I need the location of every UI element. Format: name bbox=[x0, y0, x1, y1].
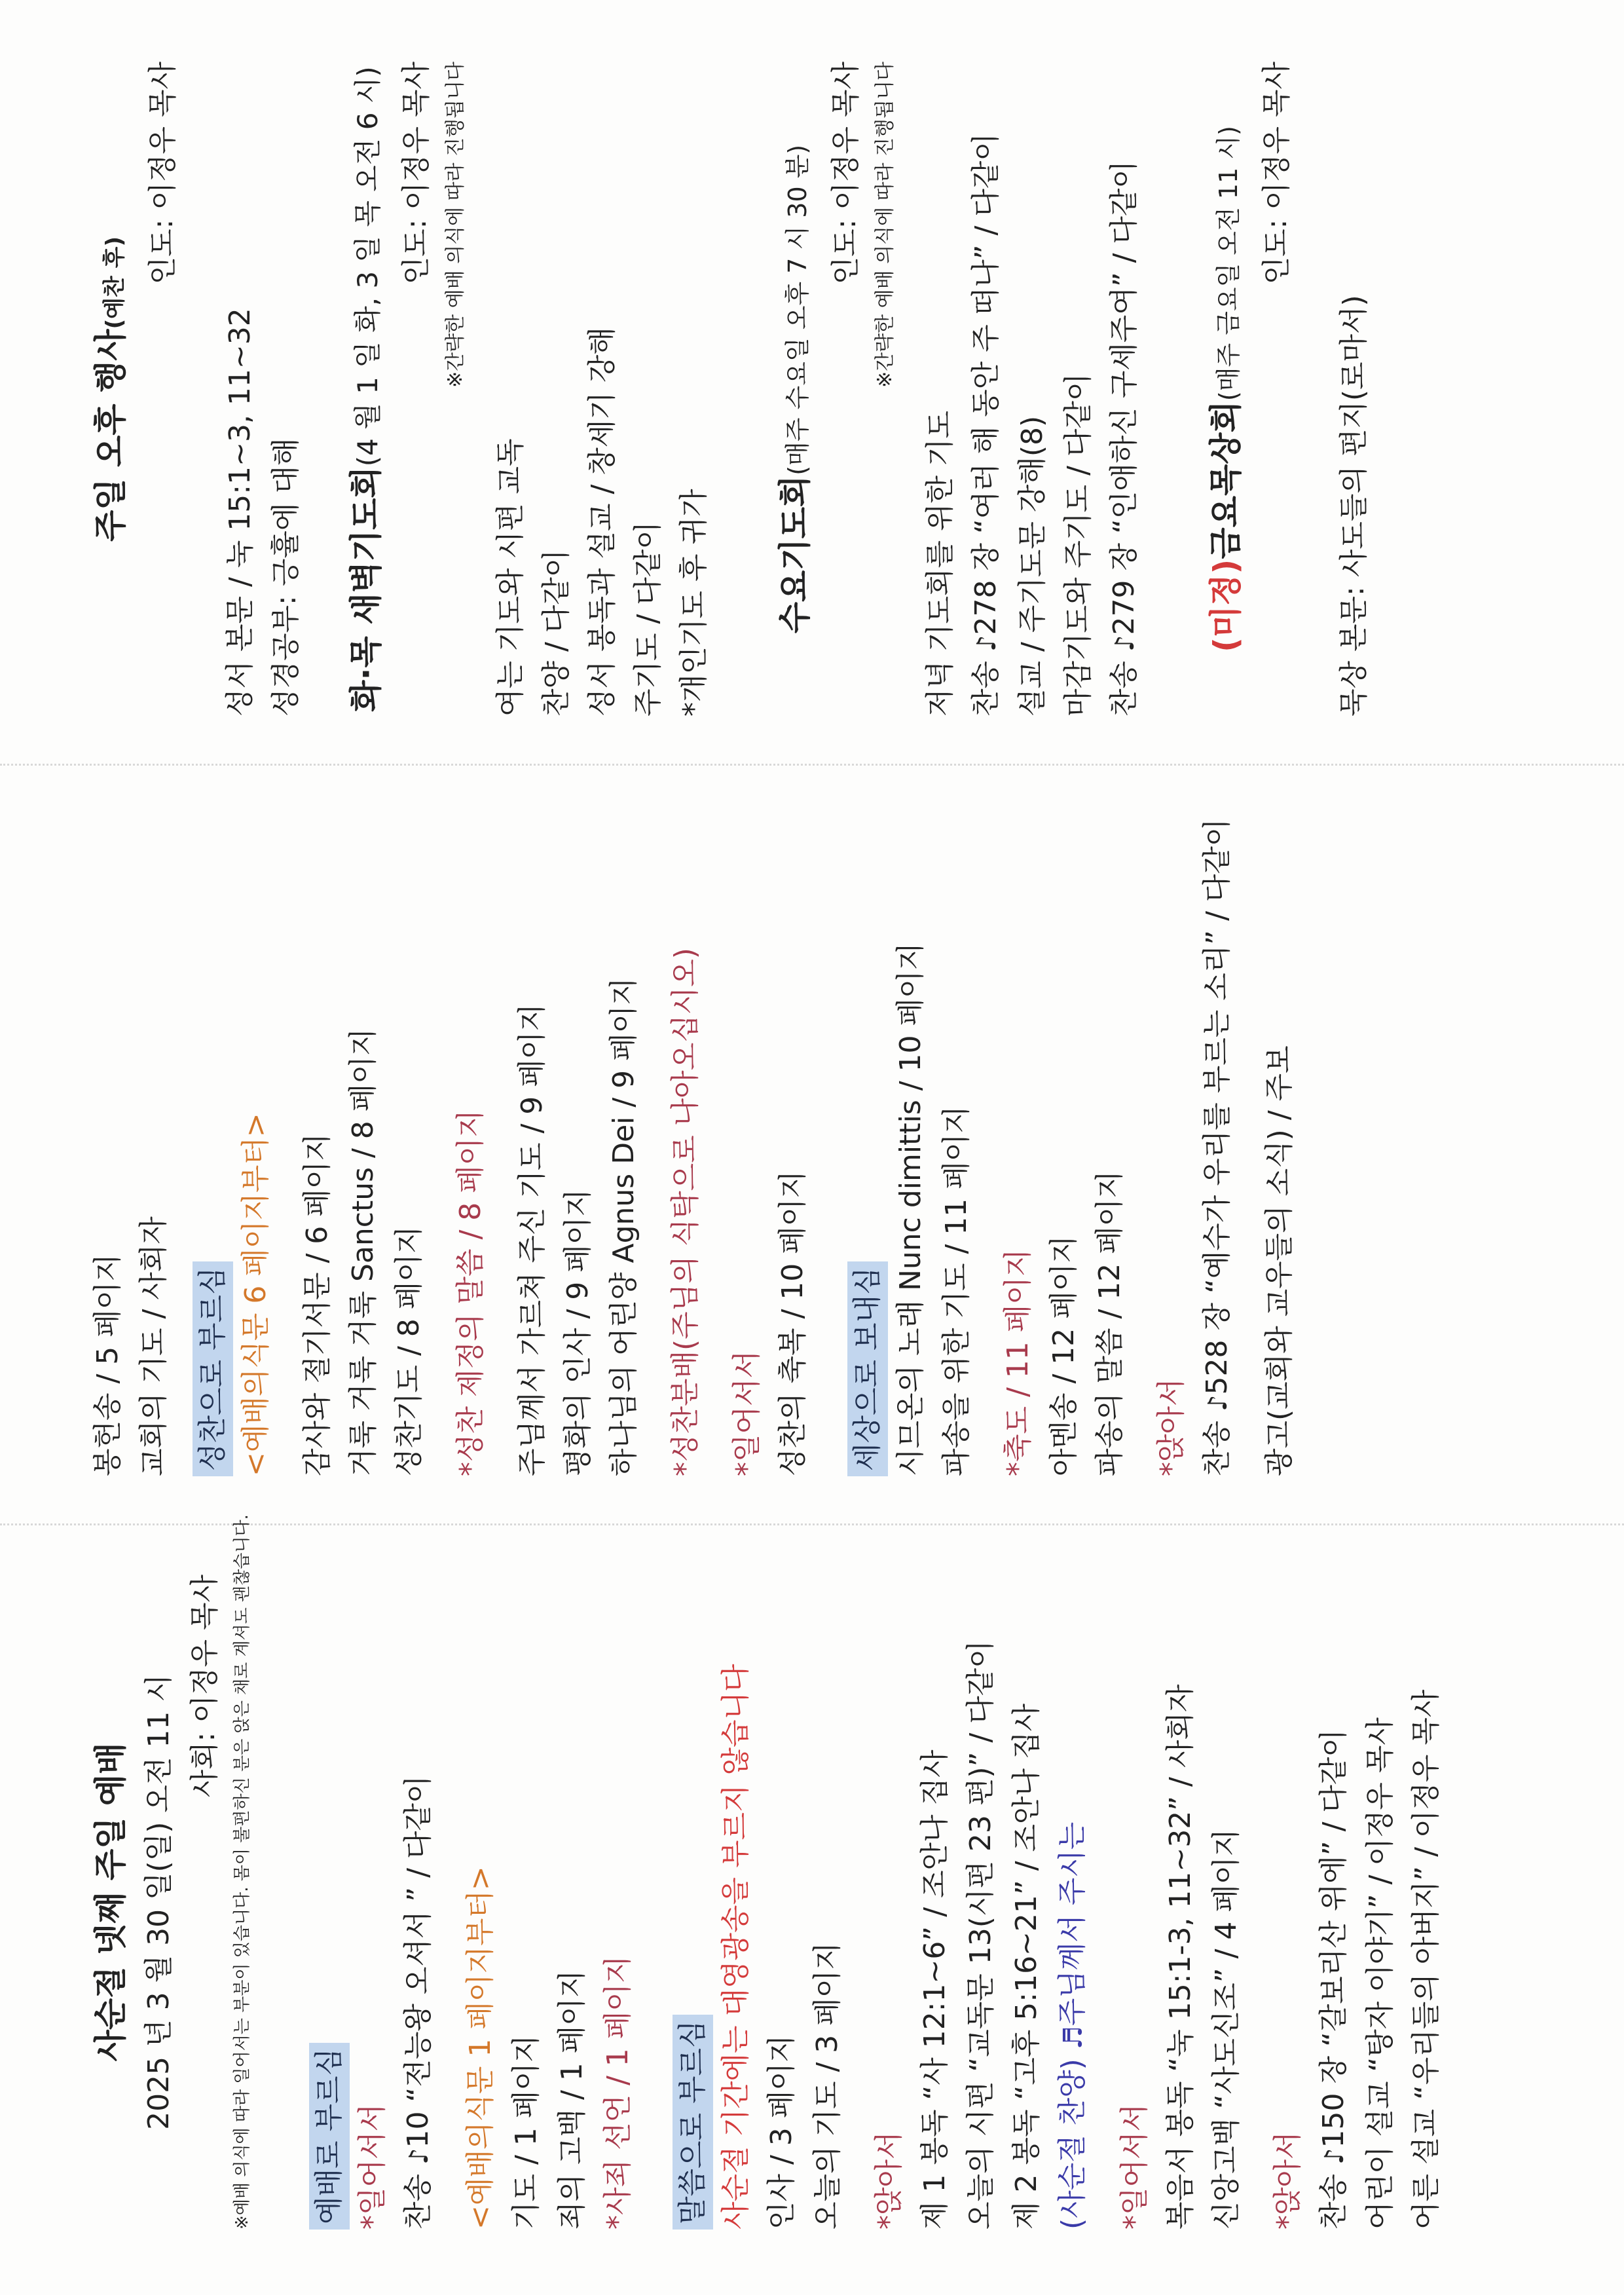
music-note-icon: ♪ bbox=[1110, 635, 1140, 652]
benediction-item: *축도 / 11 페이지 bbox=[1001, 1248, 1035, 1476]
dawn-item: 찬양 / 다같이 bbox=[540, 549, 573, 717]
friday-title-pending: (미정) bbox=[1207, 559, 1245, 652]
hymn-label: 찬송 bbox=[401, 2173, 435, 2230]
posture-note: ※예배 의식에 따라 일어서는 부분이 있습니다. 몸이 불편하신 분은 앉은 채로 계셔도 괜찮습니다. bbox=[232, 1514, 252, 2230]
panel-main-service bbox=[0, 1514, 1624, 2269]
afternoon-title-sub: (예찬 후) bbox=[101, 236, 128, 329]
hymn-detail: 528 장 “예수가 우리를 부르는 소리” / 다같이 bbox=[1200, 818, 1234, 1395]
panel-eucharist bbox=[0, 782, 1624, 1516]
absolution-item: *사죄 선언 / 1 페이지 bbox=[601, 1955, 635, 2230]
service-date: 2025 년 3 월 30 일(일) 오전 11 시 bbox=[142, 1674, 175, 2130]
sending-prayer-item: 파송을 위한 기도 / 11 페이지 bbox=[940, 1106, 973, 1476]
amen-item: 아멘송 / 12 페이지 bbox=[1047, 1235, 1080, 1476]
fold-line bbox=[0, 764, 1624, 766]
hymn-label: 찬송 bbox=[1107, 660, 1141, 717]
wednesday-item: 설교 / 주기도문 강해(8) bbox=[1016, 415, 1049, 717]
wednesday-title-sub: (매주 수요일 오후 7 시 30 분) bbox=[783, 144, 812, 476]
friday-title bbox=[1200, 62, 1254, 717]
afternoon-leader: 인도: 이정우 목사 bbox=[146, 62, 179, 285]
music-note-icon: ♪ bbox=[1320, 2148, 1350, 2165]
eucharistic-prayer-item: 성찬기도 / 8 페이지 bbox=[392, 1225, 426, 1476]
lent-hymn-title: 주님께서 주시는 bbox=[1056, 1821, 1089, 2026]
hymn-detail: 150 장 “갈보리산 위에” / 다같이 bbox=[1317, 1729, 1350, 2148]
adult-sermon: 어른 설교 “우리들의 아버지” / 이정우 목사 bbox=[1409, 1689, 1443, 2230]
hymn-sermon bbox=[1311, 1575, 1357, 2230]
blessing-item: 성찬의 축복 / 10 페이지 bbox=[776, 1170, 809, 1476]
words-of-institution: *성찬 제정의 말씀 / 8 페이지 bbox=[454, 1110, 487, 1476]
music-note-icon: ♪ bbox=[1203, 1394, 1233, 1411]
hymn-closing bbox=[1194, 818, 1241, 1476]
wednesday-title bbox=[769, 62, 823, 717]
gospel-reading: 복음서 봉독 “눅 15:1-3, 11~32” / 사회자 bbox=[1164, 1684, 1197, 2230]
greeting-item: 인사 / 3 페이지 bbox=[765, 2034, 798, 2230]
afternoon-title bbox=[85, 62, 140, 717]
hymn-label: 찬송 bbox=[1317, 2173, 1350, 2230]
section-word: 말씀으로 부르심 bbox=[673, 2015, 713, 2230]
wednesday-hymn bbox=[963, 62, 1010, 717]
announcements-item: 광고(교회와 교우들의 소식) / 주보 bbox=[1263, 1045, 1296, 1476]
afternoon-text: 성서 본문 / 눅 15:1~3, 11~32 bbox=[223, 308, 257, 717]
hymn-label: 찬송 bbox=[1200, 1420, 1234, 1476]
music-note-icon: ♪ bbox=[404, 2148, 434, 2165]
stand-marker: *일어서서 bbox=[730, 1350, 764, 1476]
dawn-title-main: 화·목 새벽기도회 bbox=[347, 466, 385, 712]
dawn-leader: 인도: 이정우 목사 bbox=[399, 62, 433, 285]
first-reading: 제 1 봉독 “사 12:1~6” / 조안나 집사 bbox=[918, 1749, 951, 2230]
music-note-icon: ♪ bbox=[972, 635, 1002, 652]
hymn-detail: 278 장 “여러 해 동안 주 떠나” / 다같이 bbox=[969, 133, 1003, 635]
panel-weekly-events bbox=[0, 22, 1624, 756]
lent-hymn bbox=[1050, 1575, 1096, 2230]
children-sermon: 어린이 설교 “탕자 이야기” / 이정우 목사 bbox=[1363, 1717, 1397, 2230]
second-reading: 제 2 봉독 “고후 5:16~21” / 조안나 집사 bbox=[1010, 1703, 1043, 2230]
liturgy-ref: <예배의식문 6 페이지부터> bbox=[239, 1113, 272, 1476]
friday-text: 묵상 본문: 사도들의 편지(로마서) bbox=[1337, 295, 1371, 717]
music-note-icon: ♬ bbox=[1058, 2026, 1088, 2050]
section-call-to-worship: 예배로 부르심 bbox=[309, 2043, 350, 2230]
sit-marker: *앉아서 bbox=[1154, 1378, 1188, 1476]
section-eucharist: 성찬으로 부르심 bbox=[193, 1261, 233, 1476]
stand-marker: *일어서서 bbox=[356, 2103, 389, 2230]
confession-item: 죄의 고백 / 1 페이지 bbox=[555, 1969, 589, 2230]
friday-title-sub: (매주 금요일 오전 11 시) bbox=[1214, 126, 1243, 401]
wednesday-title-main: 수요기도회 bbox=[776, 475, 814, 634]
hymn-label: 찬송 bbox=[969, 660, 1003, 717]
dismissal-item: 파송의 말씀 / 12 페이지 bbox=[1093, 1170, 1126, 1476]
wednesday-leader: 인도: 이정우 목사 bbox=[829, 62, 862, 285]
liturgy-ref: <예배의식문 1 페이지부터> bbox=[464, 1866, 497, 2230]
lent-hymn-label: (사순절 찬양) bbox=[1056, 2059, 1089, 2230]
dawn-note: ※간략한 예배 의식에 따라 진행됩니다 bbox=[444, 62, 467, 388]
sit-marker: *앉아서 bbox=[872, 2131, 906, 2230]
afternoon-study: 성경공부: 긍휼에 대해 bbox=[269, 438, 303, 717]
wednesday-hymn bbox=[1101, 62, 1148, 717]
thanksgiving-item: 감사와 절기서문 / 6 페이지 bbox=[301, 1133, 334, 1476]
offertory-item: 봉헌송 / 5 페이지 bbox=[91, 1254, 124, 1476]
lent-notice: 사순절 기간에는 대영광송을 부르지 않습니다 bbox=[719, 1664, 752, 2230]
distribution-item: *성찬분배(주님의 식탁으로 나아오십시오) bbox=[669, 948, 702, 1476]
section-sending: 세상으로 보내심 bbox=[847, 1261, 888, 1476]
collect-item: 오늘의 기도 / 3 페이지 bbox=[811, 1942, 844, 2230]
afternoon-title-main: 주일 오후 행사 bbox=[92, 329, 130, 542]
creed-item: 신앙고백 “사도신조” / 4 페이지 bbox=[1209, 1829, 1243, 2230]
wednesday-item: 저녁 기도회를 위한 기도 bbox=[923, 411, 957, 717]
sanctus-item: 거룩 거룩 거룩 Sanctus / 8 페이지 bbox=[346, 1028, 380, 1476]
hymn-detail: 10 “전능왕 오셔서 ” / 다같이 bbox=[401, 1775, 435, 2148]
stand-marker: *일어서서 bbox=[1118, 2103, 1151, 2230]
sit-marker: *앉아서 bbox=[1271, 2131, 1304, 2230]
dawn-item: 주기도 / 다같이 bbox=[631, 521, 665, 717]
service-title: 사순절 넷째 주일 예배 bbox=[92, 1742, 130, 2062]
wednesday-item: 마감기도와 주기도 / 다같이 bbox=[1061, 373, 1095, 717]
agnus-dei-item: 하나님의 어린양 Agnus Dei / 9 페이지 bbox=[607, 977, 640, 1476]
dawn-item: *개인기도 후 귀가 bbox=[677, 489, 710, 717]
dawn-item: 여는 기도와 시편 교독 bbox=[494, 438, 527, 717]
lords-prayer-item: 주님께서 가르쳐 주신 기도 / 9 페이지 bbox=[515, 1003, 549, 1476]
prayer-item: 기도 / 1 페이지 bbox=[509, 2034, 543, 2230]
dawn-title-sub: (4 월 1 일 화, 3 일 목 오전 6 시) bbox=[352, 66, 384, 467]
peace-item: 평화의 인사 / 9 페이지 bbox=[561, 1189, 595, 1476]
psalm-item: 오늘의 시편 “교독문 13(시편 23 편)” / 다같이 bbox=[964, 1640, 997, 2230]
hymn-opening bbox=[396, 1575, 442, 2230]
church-prayer-item: 교회의 기도 / 사회자 bbox=[137, 1216, 170, 1476]
wednesday-note: ※간략한 예배 의식에 따라 진행됩니다 bbox=[874, 62, 896, 388]
dawn-item: 성서 봉독과 설교 / 창세기 강해 bbox=[585, 327, 619, 717]
friday-title-main: 금요목상회 bbox=[1207, 401, 1245, 559]
dawn-title bbox=[341, 62, 394, 717]
presider: 사회: 이정우 목사 bbox=[188, 1575, 221, 1798]
nunc-dimittis-item: 시므온의 노래 Nunc dimittis / 10 페이지 bbox=[894, 942, 927, 1476]
hymn-detail: 279 장 “인애하신 구세주여” / 다같이 bbox=[1107, 160, 1141, 635]
friday-leader: 인도: 이정우 목사 bbox=[1260, 62, 1293, 285]
